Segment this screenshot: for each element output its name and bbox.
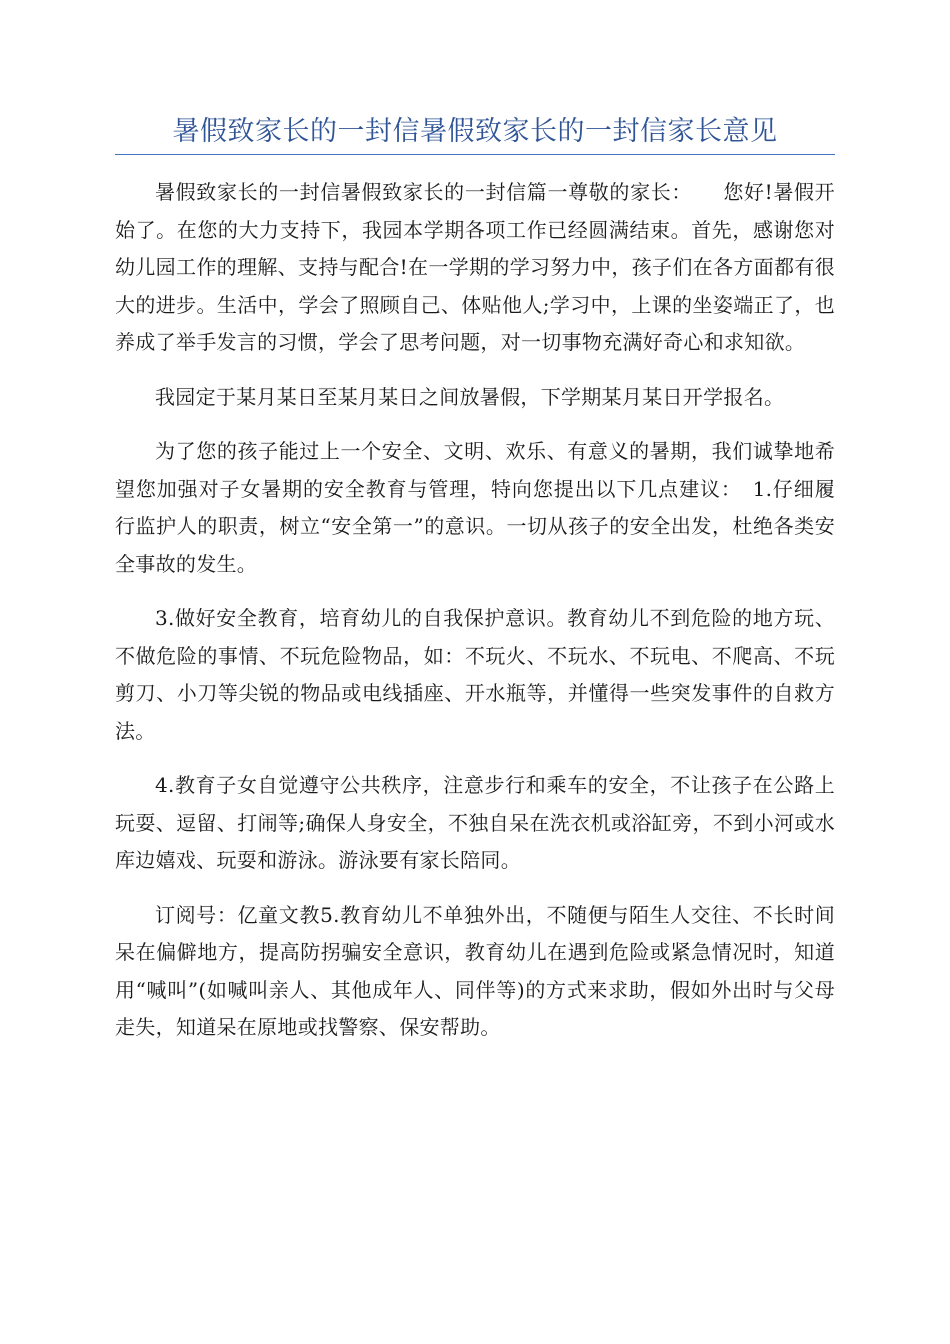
- document-title: 暑假致家长的一封信暑假致家长的一封信家长意见: [172, 116, 778, 147]
- paragraph-suggestions: 为了您的孩子能过上一个安全、文明、欢乐、有意义的暑期，我们诚挚地希望您加强对子女暑期的安全教育与管理，特向您提出以下几点建议： 1.仔细履行监护人的职责，树立“安全第一”的意识。一切从孩子的安全出发，杜绝各类安全事故的发生。: [115, 439, 835, 576]
- paragraph-vacation-dates: 我园定于某月某日至某月某日之间放暑假，下学期某月某日开学报名。: [155, 384, 785, 409]
- paragraph-greeting: 暑假致家长的一封信暑假致家长的一封信篇一尊敬的家长： 您好!暑假开始了。在您的大力支持下，我园本学期各项工作已经圆满结束。首先，感谢您对幼儿园工作的理解、支持与配合!在一学期的学习努力中，孩子们在各方面都有很大的进步。生活中，学会了照顾自己、体贴他人;学习中，上课的坐姿端正了，也养成了举手发言的习惯，学会了思考问题，对一切事物充满好奇心和求知欲。: [115, 180, 835, 354]
- document-body: [115, 174, 835, 1064]
- paragraph-public-order: 4.教育子女自觉遵守公共秩序，注意步行和乘车的安全，不让孩子在公路上玩耍、逗留、打闹等;确保人身安全，不独自呆在洗衣机或浴缸旁，不到小河或水库边嬉戏、玩耍和游泳。游泳要有家长陪同。: [115, 773, 835, 872]
- paragraph-safety-education: 3.做好安全教育，培育幼儿的自我保护意识。教育幼儿不到危险的地方玩、不做危险的事情、不玩危险物品，如：不玩火、不玩水、不玩电、不爬高、不玩剪刀、小刀等尖锐的物品或电线插座、开水瓶等，并懂得一些突发事件的自救方法。: [115, 606, 835, 743]
- title-underline: [115, 154, 835, 155]
- paragraph-stranger-safety: 订阅号：亿童文教5.教育幼儿不单独外出，不随便与陌生人交往、不长时间呆在偏僻地方，提高防拐骗安全意识，教育幼儿在遇到危险或紧急情况时，知道用“喊叫”(如喊叫亲人、其他成年人、同伴等)的方式来求助，假如外出时与父母走失，知道呆在原地或找警察、保安帮助。: [115, 902, 835, 1039]
